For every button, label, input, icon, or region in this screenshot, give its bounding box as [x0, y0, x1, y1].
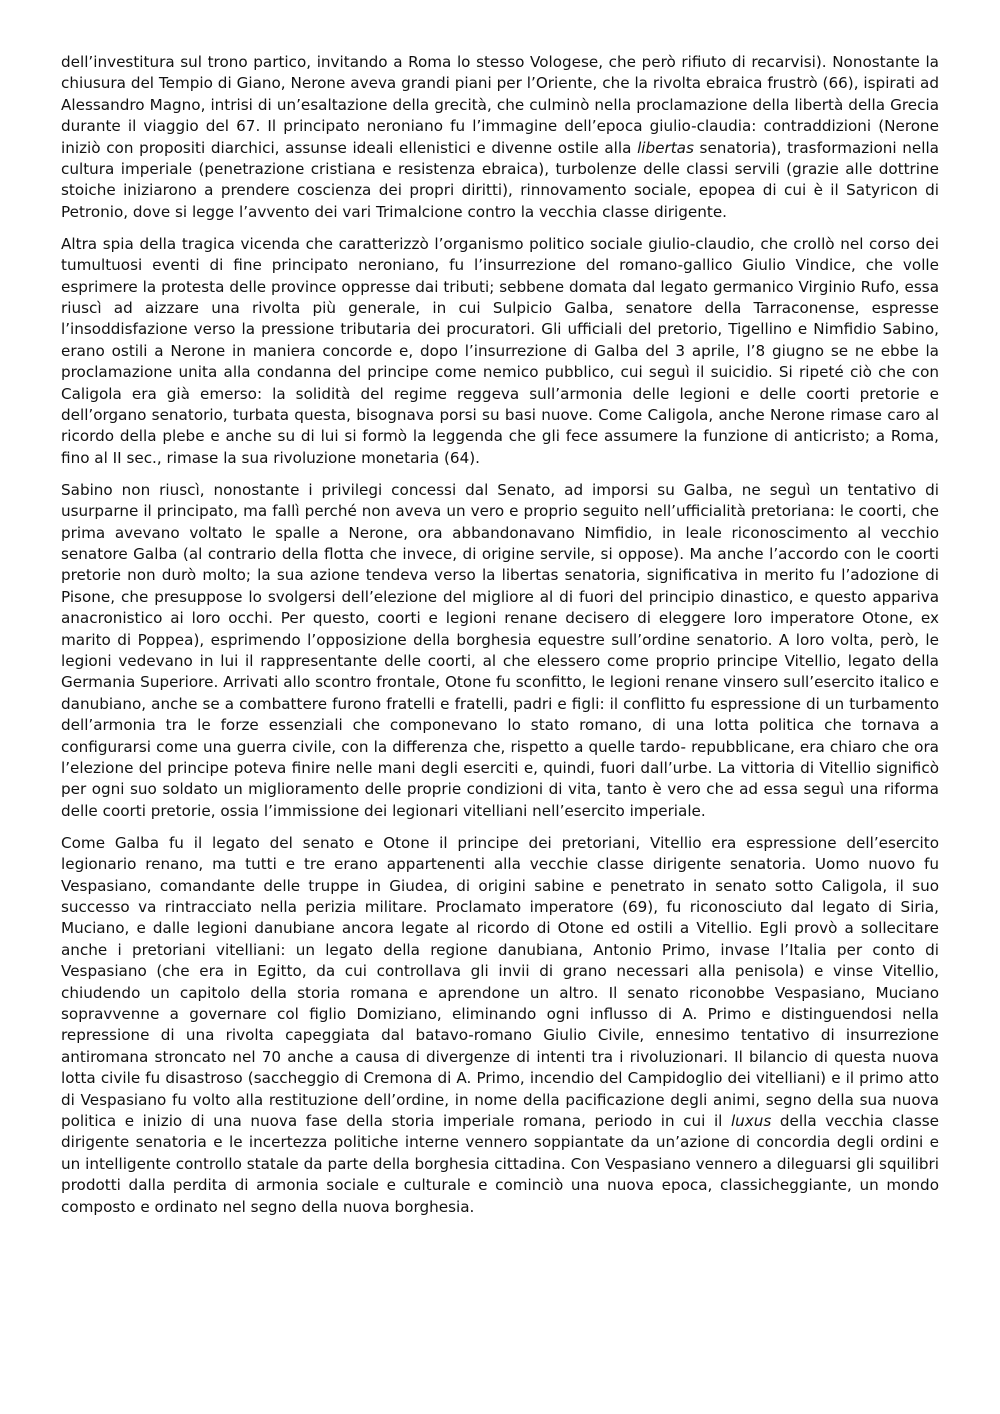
document-page: [61, 52, 939, 1218]
text-run: dell’investitura sul trono partico, invitando a Roma lo stesso Vologese, che però rifiuto di recarvisi). Nonostante la chiusura del Tempio di Giano, Nerone aveva grandi piani per l’Oriente, che la rivolta ebraica frustrò (66), ispirati ad Alessandro Magno, intrisi di un’esaltazione della grecità, che culminò nella proclamazione della libertà della Grecia durante il viaggio del 67. Il principato neroniano fu l’immagine dell’epoca giulio-claudia: contraddizioni (Nerone iniziò con propositi diarchici, assunse ideali ellenistici e divenne ostile alla: [61, 53, 939, 157]
italic-term-luxus: luxus: [730, 1112, 772, 1130]
paragraph-insurrezione-vindice: [61, 234, 939, 469]
italic-term-libertas: libertas: [637, 138, 694, 157]
text-run: Altra spia della tragica vicenda che caratterizzò l’organismo politico sociale giulio-claudio, che crollò nel corso dei tumultuosi eventi di fine principato neroniano, fu l’insurrezione del romano-gallico Giulio Vindice, che volle esprimere la protesta delle province oppresse dai tributi; sebbene domata dal legato germanico Virginio Rufo, essa riuscì ad aizzare una rivolta più generale, in cui Sulpicio Galba, senatore della Tarraconense, espresse l’insoddisfazione verso la pressione tributaria dei procuratori. Gli ufficiali del pretorio, Tigellino e Nimfidio Sabino, erano ostili a Nerone in maniera concorde e, dopo l’insurrezione di Galba del 3 aprile, l’8 giugno se ne ebbe la proclamazione unita alla condanna del principe come nemico pubblico, cui seguì il suicidio. Si ripeté ciò che con Caligola era già emerso: la solidità del regime reggeva sull’armonia delle legioni e delle coorti pretorie e dell’organo senatorio, turbata questa, bisognava porsi su basi nuove. Come Caligola, anche Nerone rimase caro al ricordo della plebe e anche su di lui si formò la leggenda che gli fece assumere la funzione di anticristo; a Roma, fino al II sec., rimase la sua rivoluzione monetaria (64).: [61, 234, 939, 467]
text-run: Sabino non riuscì, nonostante i privilegi concessi dal Senato, ad imporsi su Galba, ne seguì un tentativo di usurparne il principato, ma fallì perché non aveva un vero e proprio seguito nell’ufficialità pretoriana: le coorti, che prima avevano voltato le spalle a Nerone, ora abbandonavano Nimfidio, in leale riconoscimento al vecchio senatore Galba (al contrario della flotta che invece, di origine servile, si oppose). Ma anche l’accordo con le coorti pretorie non durò molto; la sua azione tendeva verso la libertas senatoria, significativa in merito fu l’adozione di Pisone, che presuppose lo svolgersi dell’elezione del migliore al di fuori del principio dinastico, e questo appariva anacronistico ai loro occhi. Per questo, coorti e legioni renane decisero di eleggere loro imperatore Otone, ex marito di Poppea), esprimendo l’opposizione della borghesia equestre sull’ordine senatorio. A loro volta, però, le legioni vedevano in lui il rappresentante delle coorti, al che elessero come proprio principe Vitellio, legato della Germania Superiore. Arrivati allo scontro frontale, Otone fu sconfitto, le legioni renane vinsero sull’esercito italico e danubiano, anche se a combattere furono fratelli e fratelli, padri e figli: il conflitto fu espressione di un turbamento dell’armonia tra le forze essenziali che componevano lo stato romano, di una lotta politica che tornava a configurarsi come una guerra civile, con la differenza che, rispetto a quelle tardo- repubblicane, era chiaro che ora l’elezione del principe poteva finire nelle mani degli eserciti e, quindi, fuori dall’urbe. La vittoria di Vitellio significò per ogni suo soldato un miglioramento delle proprie condizioni di vita, tanto è vero che ad essa seguì una riforma delle coorti pretorie, ossia l’immissione dei legionari vitelliani nell’esercito imperiale.: [61, 480, 939, 820]
text-run: della vecchia classe dirigente senatoria e le incertezza politiche interne vennero soppiantate da un’azione di concordia degli ordini e un intelligente controllo statale da parte della borghesia cittadina. Con Vespasiano vennero a dileguarsi gli squilibri prodotti dalla perdita di armonia sociale e culturale e cominciò una nuova epoca, classicheggiante, un mondo composto e ordinato nel segno della nuova borghesia.: [61, 1112, 939, 1216]
paragraph-galba-otone-vitellio: [61, 480, 939, 823]
text-run: senatoria), trasformazioni nella cultura imperiale (penetrazione cristiana e resistenza ebraica), turbolenze delle classi servili (grazie alle dottrine stoiche iniziarono a prendere coscienza dei propri diritti), rinnovamento sociale, epopea di cui è il Satyricon di Petronio, dove si legge l’avvento dei vari Trimalcione contro la vecchia classe dirigente.: [61, 138, 939, 221]
text-run: Come Galba fu il legato del senato e Otone il principe dei pretoriani, Vitellio era espressione dell’esercito legionario renano, ma tutti e tre erano appartenenti alla vecchie classe dirigente senatoria. Uomo nuovo fu Vespasiano, comandante delle truppe in Giudea, di origini sabine e penetrato in senato sotto Caligola, il suo successo va rintracciato nella perizia militare. Proclamato imperatore (69), fu riconosciuto dal legato di Siria, Muciano, e dalle legioni danubiane ancora legate al ricordo di Otone ed ostili a Vitellio. Egli provò a sollecitare anche i pretoriani vitelliani: un legato della regione danubiana, Antonio Primo, invase l’Italia per conto di Vespasiano (che era in Egitto, da cui controllava gli invii di grano necessari alla penisola) e vinse Vitellio, chiudendo un capitolo della storia romana e aprendone un altro. Il senato riconobbe Vespasiano, Muciano sopravvenne a governare col figlio Domiziano, eliminando ogni influsso di A. Primo e distinguendosi nella repressione di una rivolta capeggiata dal batavo-romano Giulio Civile, ennesimo tentativo di insurrezione antiromana stroncato nel 70 anche a causa di divergenze di intenti tra i rivoluzionari. Il bilancio di questa nuova lotta civile fu disastroso (saccheggio di Cremona di A. Primo, incendio del Campidoglio dei vitelliani) e il primo atto di Vespasiano fu volto alla restituzione dell’ordine, in nome della pacificazione degli animi, segno della sua nuova politica e inizio di una nuova fase della storia imperiale romana, periodo in cui il: [61, 833, 939, 1130]
paragraph-nerone-principato: [61, 52, 939, 223]
paragraph-vespasiano: [61, 833, 939, 1218]
